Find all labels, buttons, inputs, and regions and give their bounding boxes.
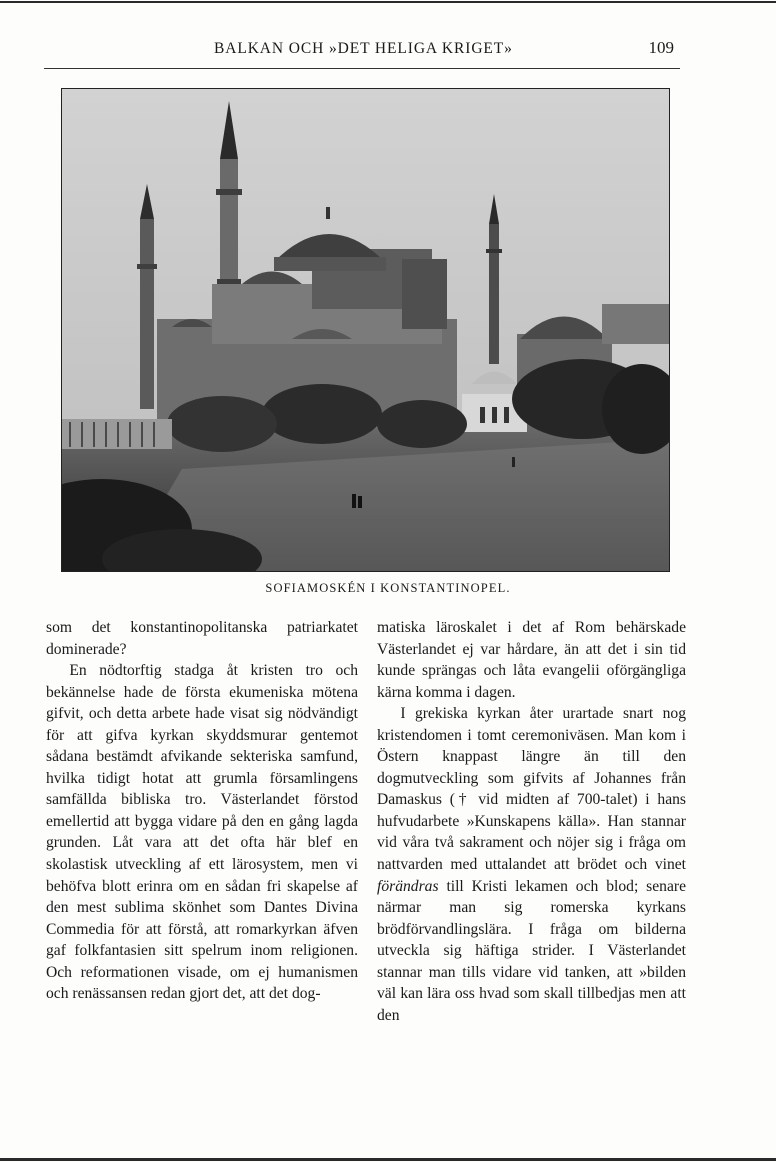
left-paragraph-1: som det konstantinopolitanska patriarkatet dominerade? (46, 619, 358, 658)
right-paragraph-2 (377, 703, 686, 1026)
italic-word: förändras (377, 877, 439, 895)
right-text-column (377, 617, 686, 1026)
hagia-sophia-photo (61, 88, 670, 572)
photo-caption: SOFIAMOSKÉN I KONSTANTINOPEL. (265, 581, 511, 595)
left-text-column (46, 617, 358, 1005)
top-edge-rule (0, 1, 776, 3)
page-number: 109 (648, 38, 674, 57)
right-paragraph-1: matiska läroskalet i det af Rom behärskade Västerlandet ej var hårdare, än att det i sin tid kunde sprängas och låta evangelii oförgängliga kärna komma i dagen. (377, 619, 686, 701)
left-paragraph-2: En nödtorftig stadga åt kristen tro och bekännelse hade de första ekumeniska mötena gifvit, och detta arbete hade visat sig nödvändigt för att gifva kyrkan skyddsmurar gentemot sådana bestämdt afvikande sekteriska samfund, hvilka tidigt hotat att grumla församlingens samfällda bibliska tro. Västerlandet förstod emellertid att bygga vidare på den en gång lagda grunden. Låt vara att det ofta här blef en skolastisk utveckling af ett lärosystem, men vi behöfva blott erinra om en sådan fri skapelse af den mest sublima skönhet som Dantes Divina Commedia för att förstå, att romarkyrkan äfven gaf folkfantasien sitt spelrum inom religionen. Och reformationen visade, om ej humanismen och renässansen redan gjort det, att det dog- (46, 662, 358, 1003)
right-paragraph-2-text-b: till Kristi lekamen och blod; senare närmar man sig romerska kyrkans brödförvandlingslära. I fråga om bilderna utveckla sig häftiga strider. I Västerlandet stannar man tills vidare vid tanken, att »bilden väl kan lära oss hvad som skall tillbedjas men att den (377, 877, 686, 1024)
running-head (44, 38, 680, 69)
running-title: BALKAN OCH »DET HELIGA KRIGET» (214, 40, 513, 57)
bottom-edge-rule (0, 1158, 776, 1161)
right-paragraph-2-text-a: I grekiska kyrkan åter urartade snart nog kristendomen i tomt ceremoniväsen. Man kom i Östern knappast längre än till den dogmutveckling som gifvits af Johannes från Damaskus († vid midten af 700-talet) i hans hufvudarbete »Kunskapens källa». Han stannar vid våra två sakrament och nöjer sig i fråga om nattvarden med uttalandet att brödet och vinet (377, 705, 686, 874)
